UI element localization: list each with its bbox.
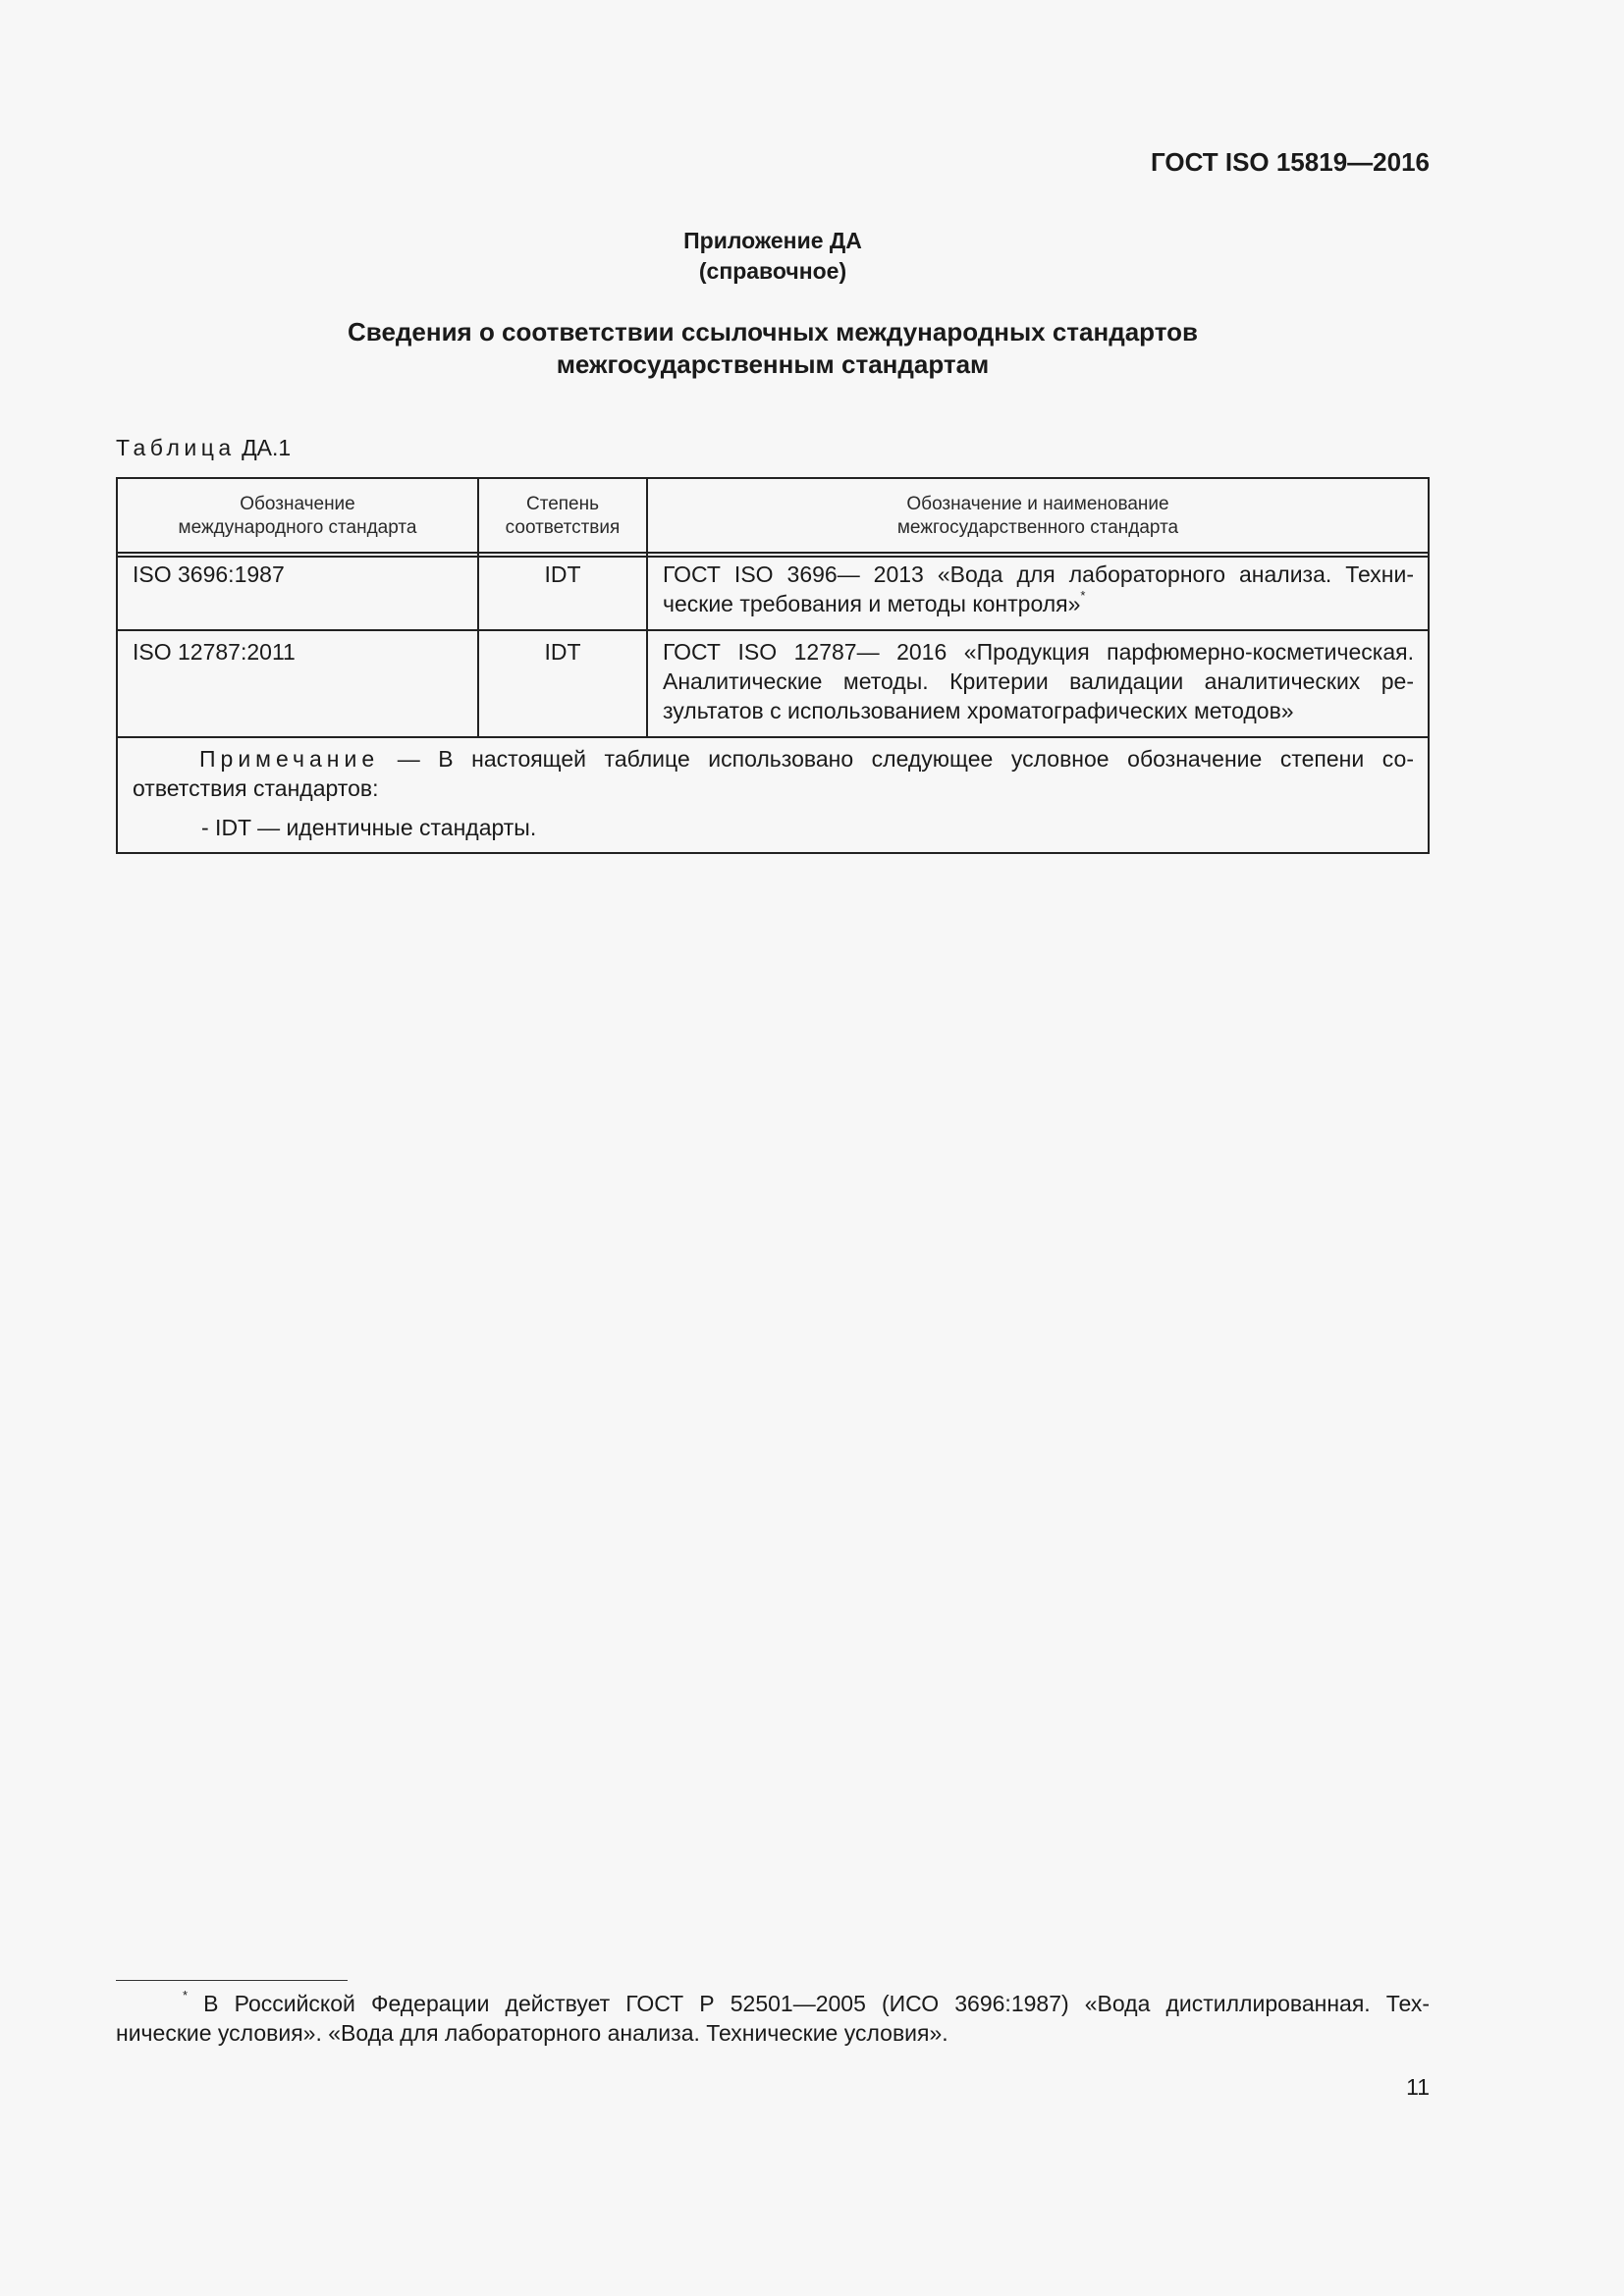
footnote-line2: нические условия». «Вода для лабораторного анализа. Технические условия».: [116, 2020, 948, 2046]
desc-line-last: [663, 589, 1414, 618]
table-cell-intl: ISO 12787:2011: [133, 639, 296, 665]
desc-line-last: зультатов с использованием хроматографических методов»: [663, 698, 1294, 723]
desc-line-text: ческие требования и методы контроля»: [663, 591, 1081, 616]
column-header-line: международного стандарта: [178, 517, 417, 538]
note-bullet: - IDT — идентичные стандарты.: [201, 815, 537, 840]
desc-line: ГОСТ ISO 3696— 2013 «Вода для лабораторного анализа. Техни-: [663, 561, 1414, 587]
note-text: — В настоящей таблице использовано следующее условное обозначение степени со-: [379, 746, 1414, 772]
section-title-line1: Сведения о соответствии ссылочных международных стандартов: [348, 317, 1198, 347]
table-caption: [116, 435, 291, 462]
annex-subtitle: (справочное): [698, 258, 847, 284]
annex-heading: [116, 226, 1430, 287]
footnote-line1: [116, 1989, 1430, 2018]
table-row-divider: [118, 629, 1428, 631]
standards-table: [116, 477, 1430, 854]
table-cell-desc: [648, 637, 1428, 725]
column-header-interstate: [648, 493, 1428, 540]
column-header-line: Обозначение: [240, 494, 355, 514]
note-label: Примечание: [199, 746, 380, 772]
footnote-reference: *: [1080, 588, 1086, 603]
section-title-line2: межгосударственным стандартам: [556, 349, 990, 379]
table-cell-degree: IDT: [544, 639, 581, 665]
table-caption-id: ДА.1: [242, 435, 292, 460]
footnote-separator: [116, 1980, 348, 1981]
table-caption-label: Таблица: [116, 435, 236, 460]
table-cell-intl: ISO 3696:1987: [133, 561, 285, 587]
table-row-divider: [118, 736, 1428, 738]
footnote-mark: *: [183, 1988, 189, 2002]
note-line2: ответствия стандартов:: [133, 775, 379, 801]
annex-title: Приложение ДА: [683, 228, 862, 253]
column-header-line: Обозначение и наименование: [906, 494, 1169, 514]
desc-line: ГОСТ ISO 12787— 2016 «Продукция парфюмерно-косметическая.: [663, 639, 1414, 665]
table-cell-degree: IDT: [544, 561, 581, 587]
document-code: ГОСТ ISO 15819—2016: [1150, 147, 1430, 177]
table-cell-desc: [648, 560, 1428, 618]
table-note: [133, 744, 1414, 842]
table-header-divider: [118, 552, 1428, 558]
footnote-text: В Российской Федерации действует ГОСТ Р 52501—2005 (ИСО 3696:1987) «Вода дистиллированная. Тех-: [188, 1991, 1430, 2016]
column-header-intl: [118, 493, 477, 540]
note-line1: [133, 744, 1414, 774]
column-header-degree: [479, 493, 646, 540]
footnote: [116, 1989, 1430, 2048]
column-header-line: межгосударственного стандарта: [896, 517, 1179, 538]
column-header-line: соответствия: [505, 517, 621, 538]
column-header-line: Степень: [525, 494, 600, 514]
section-title: [116, 316, 1430, 381]
desc-line: Аналитические методы. Критерии валидации аналитических ре-: [663, 668, 1414, 694]
page-number: 11: [1406, 2074, 1430, 2100]
